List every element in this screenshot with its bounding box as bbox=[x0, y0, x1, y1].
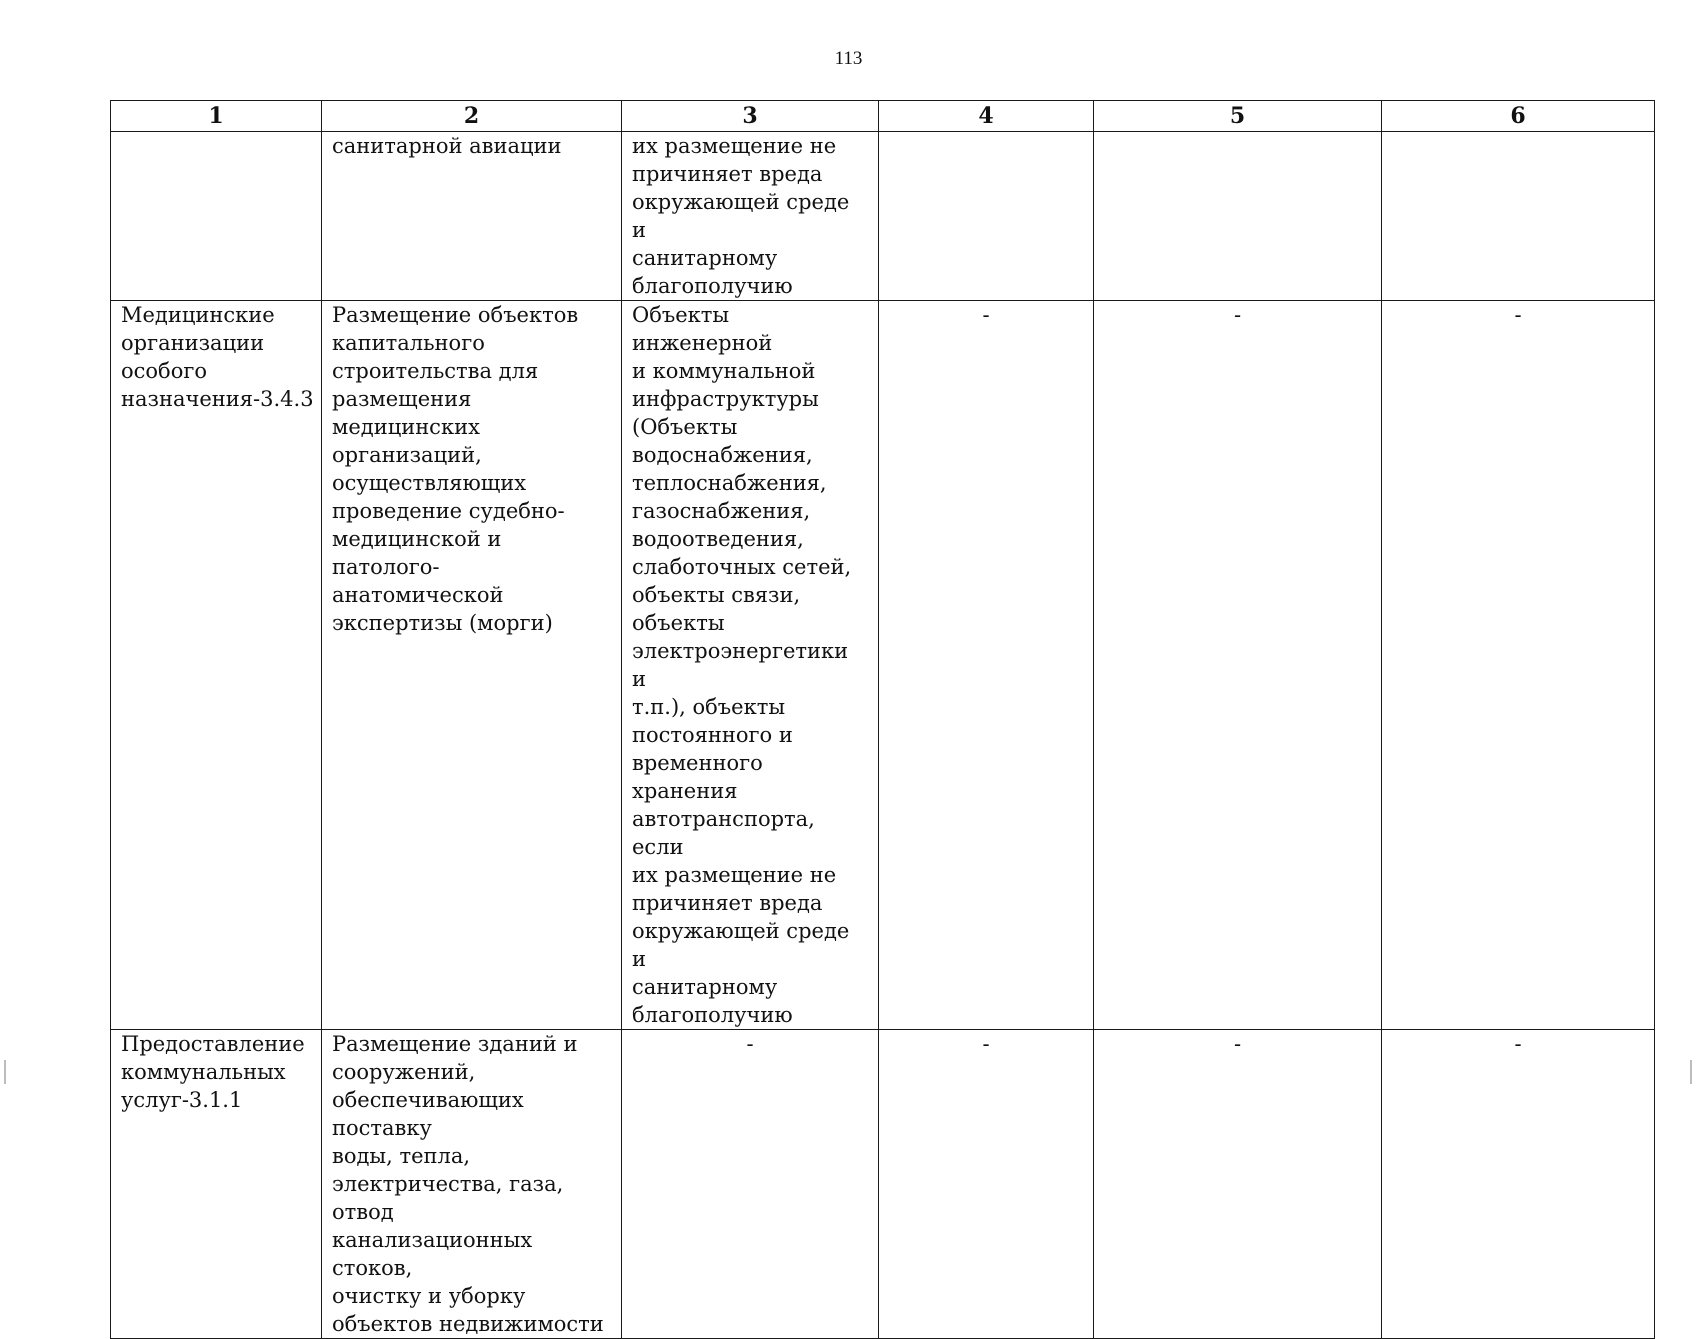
cell-col5: - bbox=[1094, 1030, 1382, 1339]
cell-col6: - bbox=[1382, 1030, 1655, 1339]
cell-col6: - bbox=[1382, 301, 1655, 1030]
column-header-4: 4 bbox=[879, 101, 1094, 132]
column-header-5: 5 bbox=[1094, 101, 1382, 132]
column-header-6: 6 bbox=[1382, 101, 1655, 132]
cell-col5 bbox=[1094, 132, 1382, 301]
cell-col6 bbox=[1382, 132, 1655, 301]
column-header-2: 2 bbox=[322, 101, 622, 132]
cell-col4: - bbox=[879, 301, 1094, 1030]
column-header-1: 1 bbox=[111, 101, 322, 132]
regulations-table bbox=[110, 100, 1655, 1339]
cell-description: Размещение объектов капитального строительства для размещения медицинских организаций, осуществляющих проведение судебно- медицинской и патолого- анатомической экспертизы (морги) bbox=[322, 301, 622, 1030]
table-header-row bbox=[111, 101, 1655, 132]
scan-margin-mark bbox=[1690, 1060, 1692, 1084]
scan-margin-mark bbox=[4, 1060, 6, 1084]
cell-auxiliary-uses: их размещение не причиняет вреда окружающей среде и санитарному благополучию bbox=[622, 132, 879, 301]
cell-description: санитарной авиации bbox=[322, 132, 622, 301]
cell-col4: - bbox=[879, 1030, 1094, 1339]
table-row bbox=[111, 132, 1655, 301]
column-header-3: 3 bbox=[622, 101, 879, 132]
cell-description: Размещение зданий и сооружений, обеспечивающих поставку воды, тепла, электричества, газа, отвод канализационных стоков, очистку и уборку объектов недвижимости bbox=[322, 1030, 622, 1339]
cell-auxiliary-uses: - bbox=[622, 1030, 879, 1339]
cell-use-type bbox=[111, 132, 322, 301]
cell-use-type: Медицинские организации особого назначения-3.4.3 bbox=[111, 301, 322, 1030]
cell-use-type: Предоставление коммунальных услуг-3.1.1 bbox=[111, 1030, 322, 1339]
page-number: 113 bbox=[834, 48, 863, 69]
table-row bbox=[111, 301, 1655, 1030]
cell-auxiliary-uses: Объекты инженерной и коммунальной инфраструктуры (Объекты водоснабжения, теплоснабжения, газоснабжения, водоотведения, слаботочных сетей, объекты связи, объекты электроэнергетики и т.п.), объекты постоянного и временного хранения автотранспорта, если их размещение не причиняет вреда окружающей среде и санитарному благополучию bbox=[622, 301, 879, 1030]
cell-col5: - bbox=[1094, 301, 1382, 1030]
cell-col4 bbox=[879, 132, 1094, 301]
table-row bbox=[111, 1030, 1655, 1339]
